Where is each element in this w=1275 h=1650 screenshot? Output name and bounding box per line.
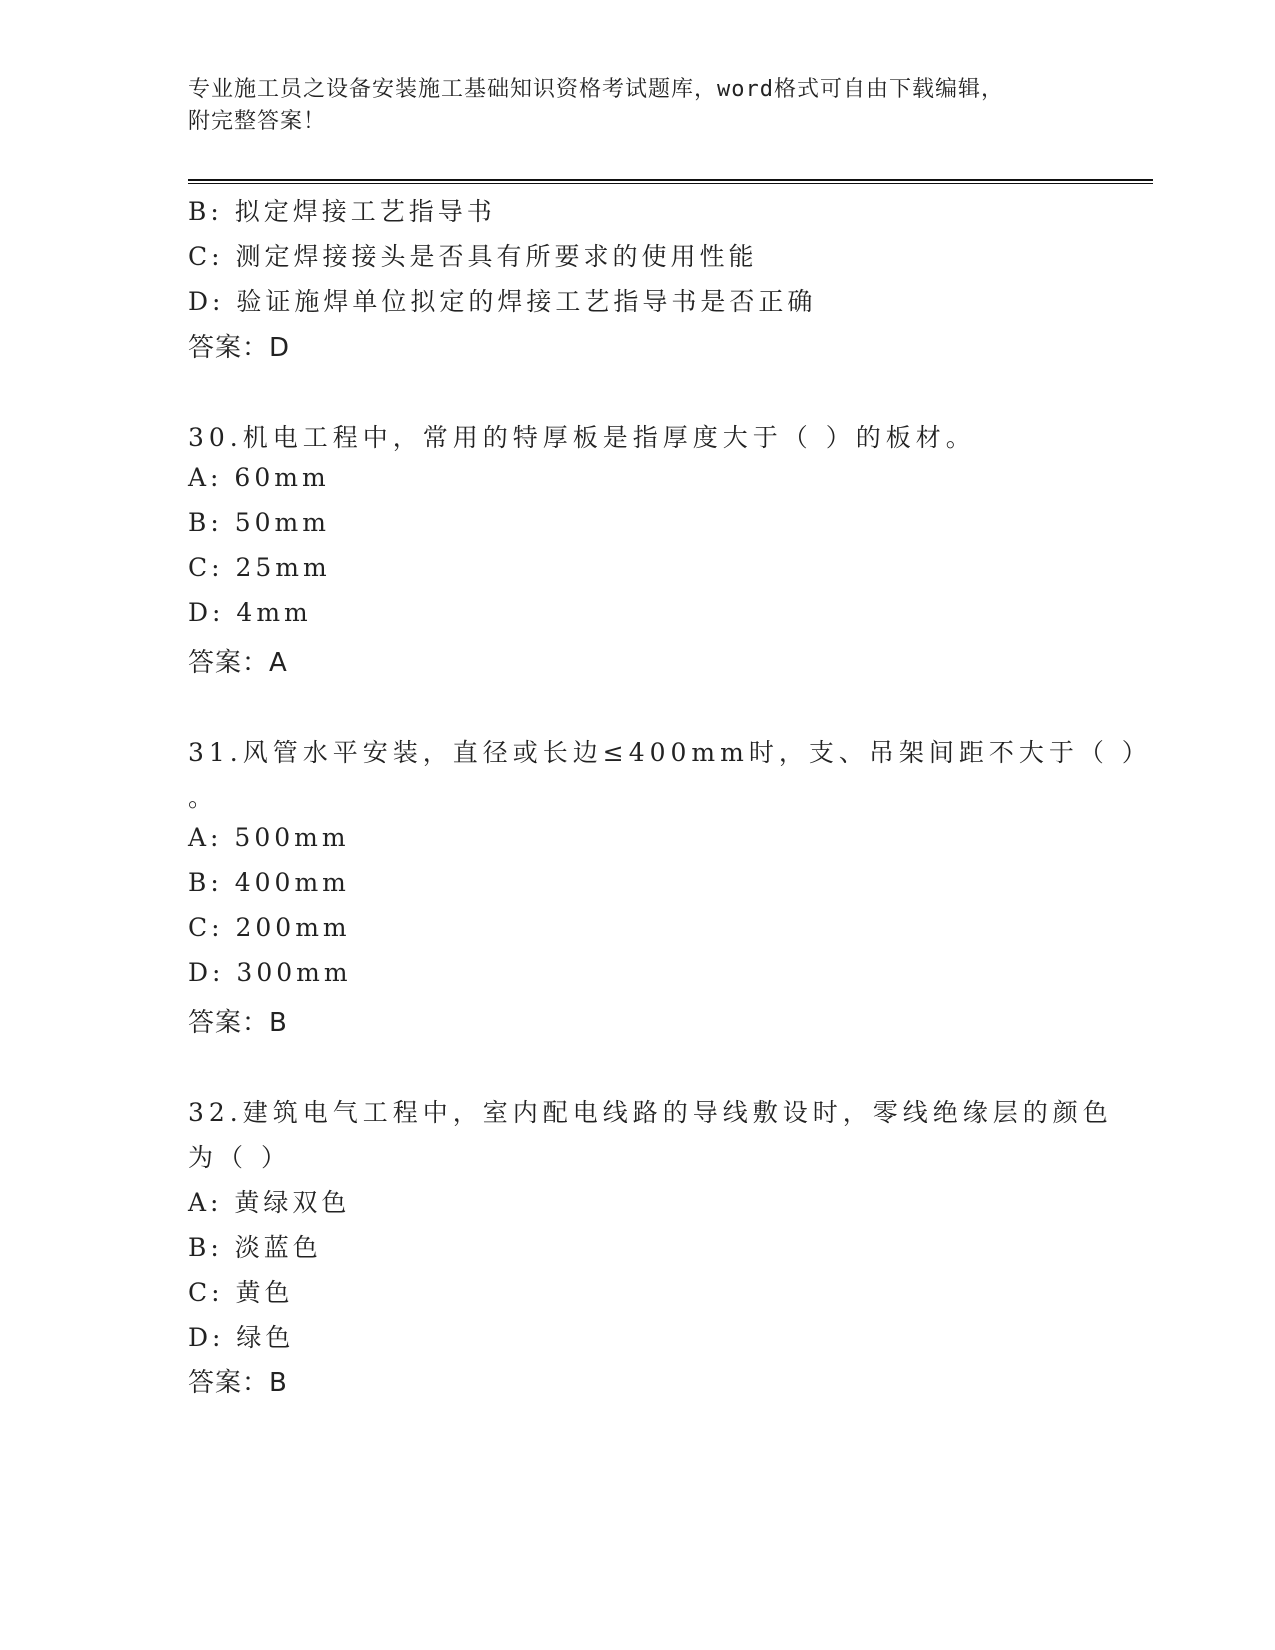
question-30-answer: 答案：A <box>188 648 288 678</box>
header-divider-bottom <box>188 183 1153 184</box>
question-31-option-b: B: 400mm <box>188 868 350 897</box>
question-30-option-d: D: 4mm <box>188 598 312 627</box>
question-30-option-b: B: 50mm <box>188 508 330 537</box>
question-31-stem-line-2: 。 <box>188 783 219 812</box>
question-30-option-a: A: 60mm <box>188 463 330 492</box>
question-32-option-d: D: 绿色 <box>188 1323 295 1352</box>
question-31-answer: 答案：B <box>188 1008 288 1038</box>
question-31-option-d: D: 300mm <box>188 958 352 987</box>
question-32-answer: 答案：B <box>188 1368 288 1398</box>
prev-option-b: B: 拟定焊接工艺指导书 <box>188 197 496 226</box>
question-31-stem-line-1: 31.风管水平安装，直径或长边≤400mm时，支、吊架间距不大于（ ） <box>188 738 1152 767</box>
question-32-option-c: C: 黄色 <box>188 1278 294 1307</box>
header-line-2: 附完整答案！ <box>188 109 327 134</box>
prev-option-c: C: 测定焊接接头是否具有所要求的使用性能 <box>188 242 758 271</box>
document-header <box>188 74 1068 138</box>
question-30-option-c: C: 25mm <box>188 553 331 582</box>
question-32-stem-line-1: 32.建筑电气工程中，室内配电线路的导线敷设时，零线绝缘层的颜色 <box>188 1098 1113 1127</box>
prev-answer: 答案：D <box>188 333 291 363</box>
header-line-1: 专业施工员之设备安装施工基础知识资格考试题库，word格式可自由下载编辑， <box>188 77 1004 102</box>
question-30-stem: 30.机电工程中，常用的特厚板是指厚度大于（ ）的板材。 <box>188 423 976 452</box>
question-32-stem-line-2: 为（ ） <box>188 1143 291 1172</box>
prev-option-d: D: 验证施焊单位拟定的焊接工艺指导书是否正确 <box>188 287 817 316</box>
question-32-option-b: B: 淡蓝色 <box>188 1233 322 1262</box>
question-31-option-c: C: 200mm <box>188 913 351 942</box>
question-32-option-a: A: 黄绿双色 <box>188 1188 351 1217</box>
question-31-option-a: A: 500mm <box>188 823 350 852</box>
header-divider-top <box>188 179 1153 181</box>
